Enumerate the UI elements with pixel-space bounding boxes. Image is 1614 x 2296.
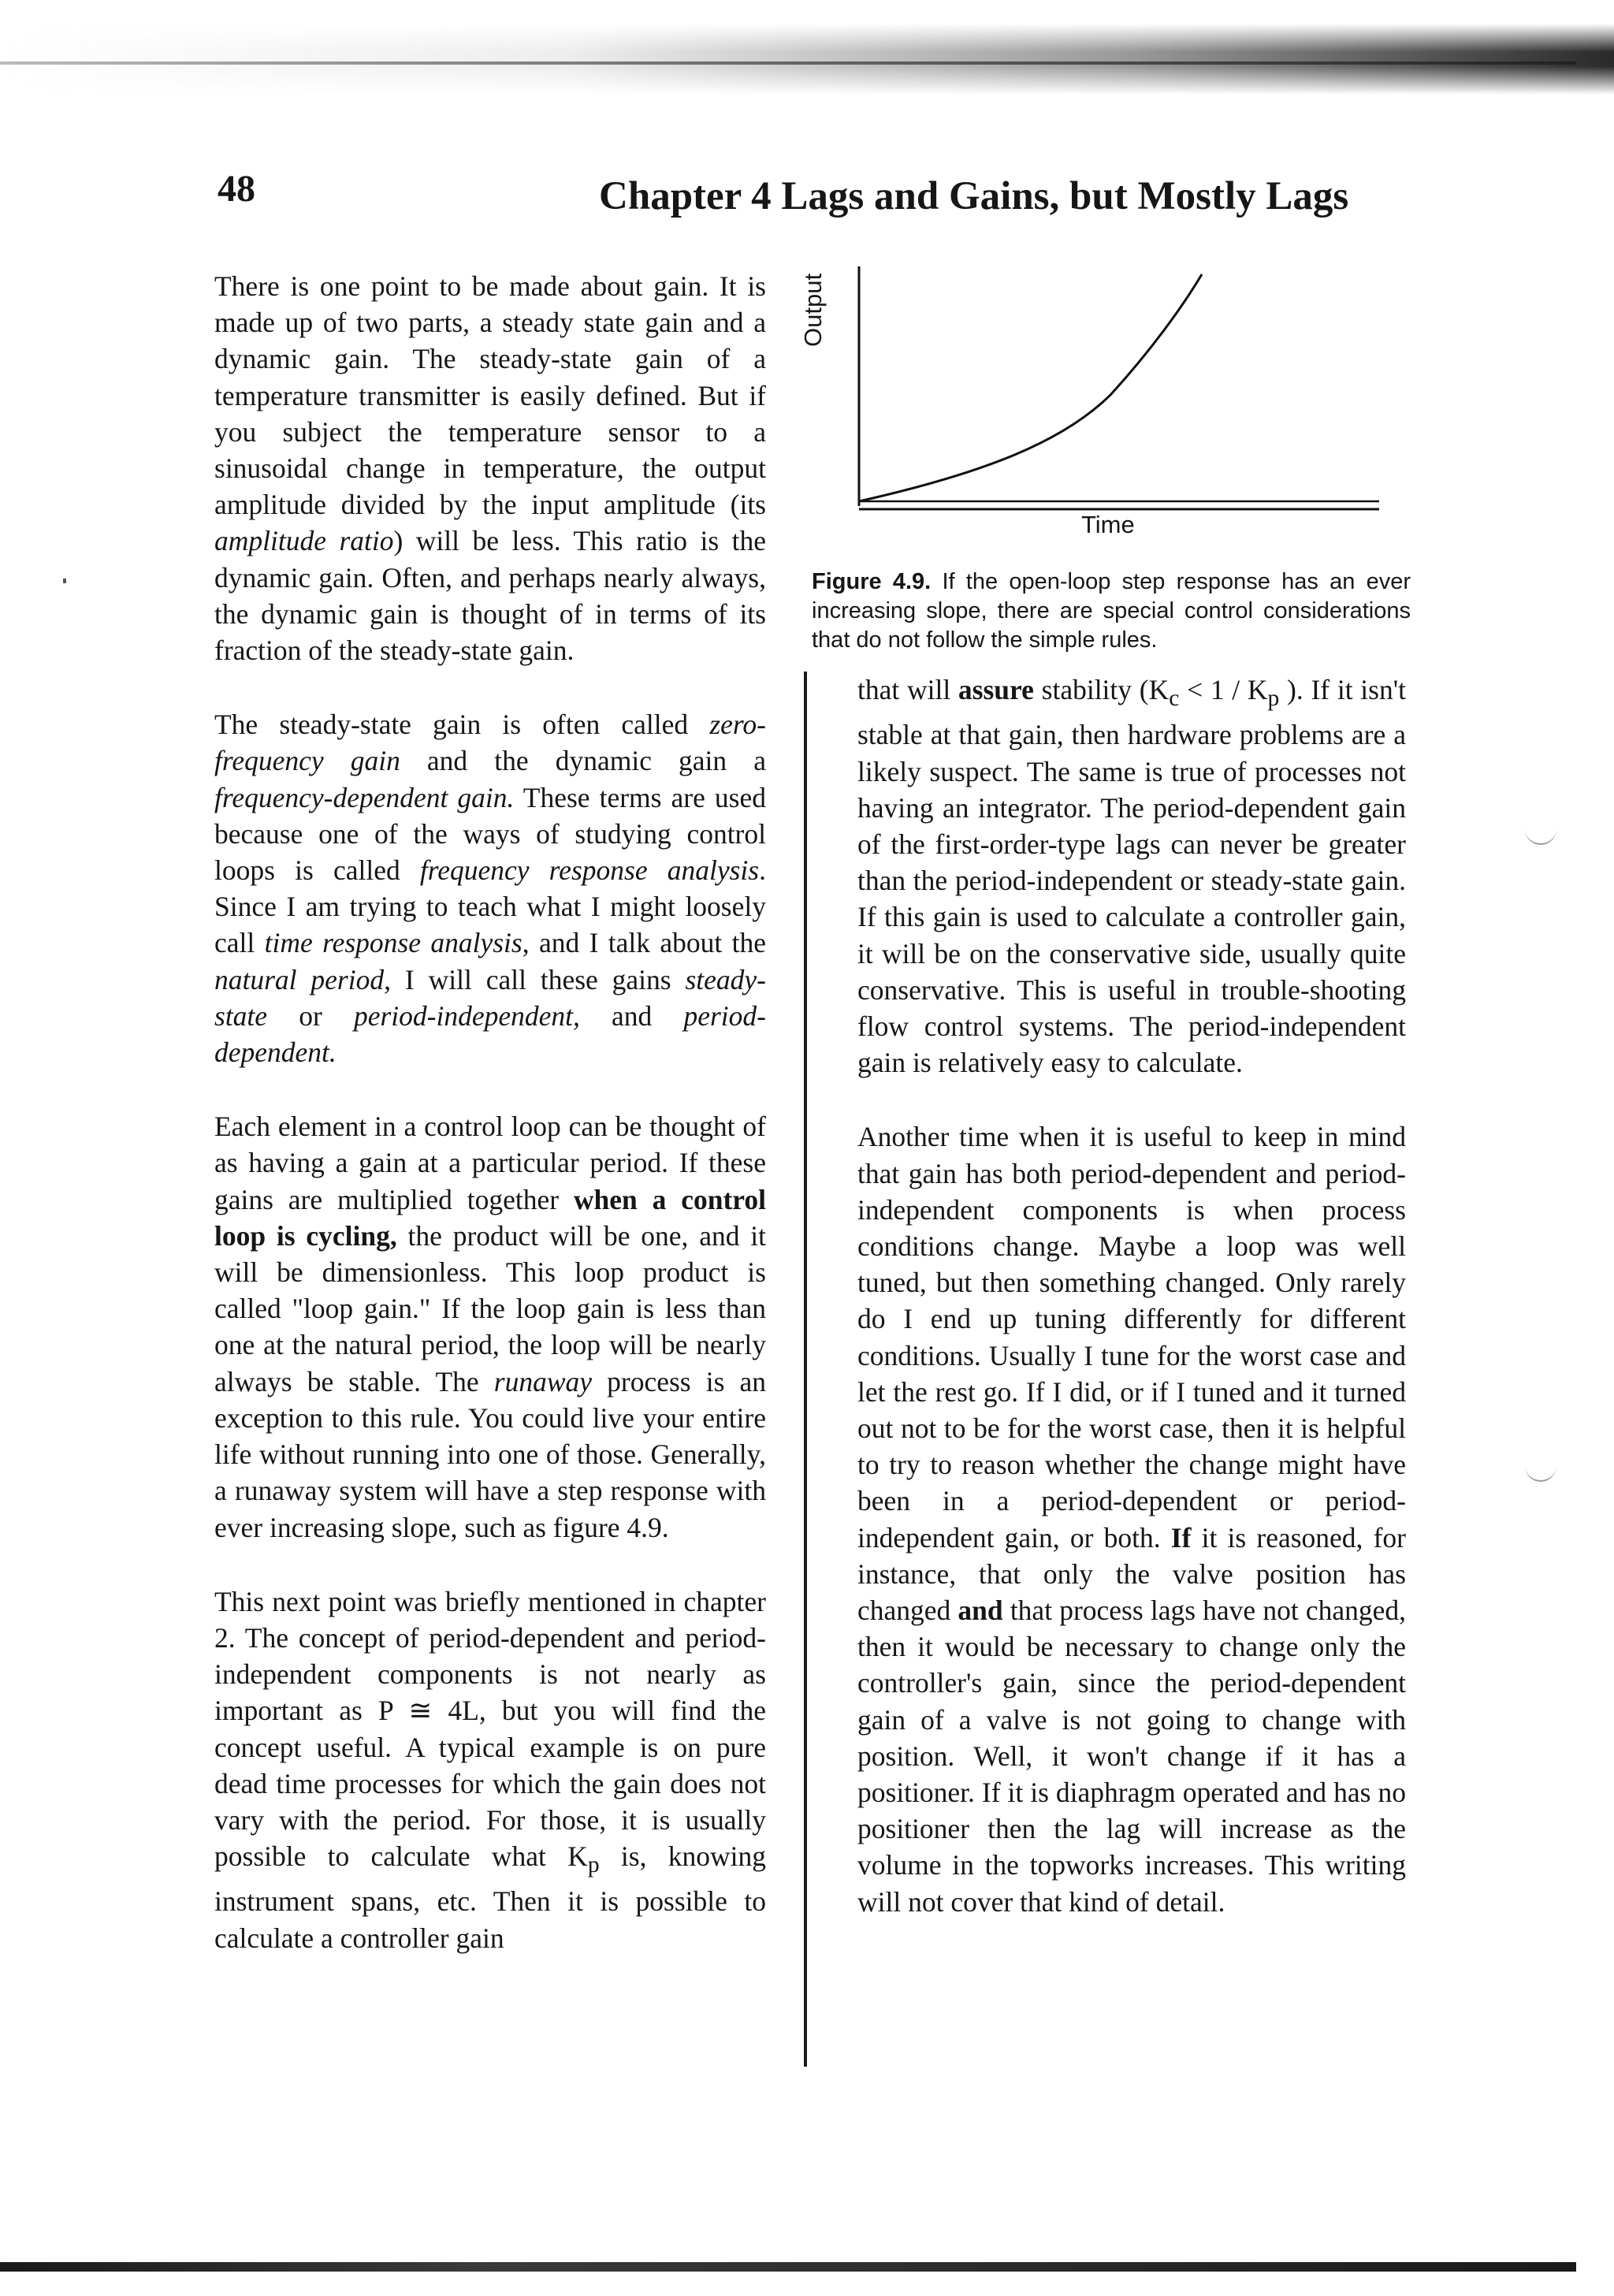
text-run: < 1 / K	[1179, 674, 1268, 705]
scan-speck	[63, 579, 66, 583]
paragraph	[214, 1583, 766, 1956]
text-run: that will	[857, 674, 958, 705]
text-run: There is one point to be made about gain. It is made up of two parts, a steady state gain and a dynamic gain. The steady-state gain of a temperature transmitter is easily defined. But if you subject the temperature sensor to a sinusoidal change in temperature, the output amplitude divided by the input amplitude (its	[214, 270, 766, 521]
text-run: is, knowing instrument spans, etc. Then it is possible to calculate a controller gain	[214, 1840, 766, 1954]
response-curve	[859, 274, 1202, 501]
paragraph	[857, 1118, 1406, 1919]
subscript: p	[1267, 686, 1280, 712]
text-run: and the dynamic gain a	[400, 745, 766, 777]
emphasis: time response analysis	[264, 927, 523, 959]
strong: when a control loop is cycling,	[214, 1183, 767, 1252]
text-run: , and I talk about the	[522, 927, 766, 959]
emphasis: frequency response analysis	[419, 854, 760, 887]
text-run: it is reasoned, for instance, that only the valve position has changed	[857, 1521, 1406, 1626]
text-run: that process lags have not changed, then it would be necessary to change only the controller's gain, since the period-dependent gain of a valve is not going to change with position. Well, it won't change if it has a positioner. If it is diaphragm operated and has no positioner then the lag will increase as the volume in the topworks increases. This writing will not cover that kind of detail.	[857, 1594, 1406, 1918]
text-run: or	[267, 999, 354, 1032]
emphasis: zero-frequency gain	[214, 709, 766, 777]
strong: If	[1170, 1521, 1192, 1554]
emphasis: frequency-dependent gain.	[214, 781, 515, 813]
text-run: and	[579, 999, 684, 1032]
chapter-title: Chapter 4 Lags and Gains, but Mostly Lags	[599, 174, 1349, 218]
figure-caption	[812, 567, 1411, 655]
text-run: the product will be one, and it will be dimensionless. This loop product is called "loop gain." If the loop gain is less than one at the natural period, the loop will be nearly always be stable. The	[214, 1219, 766, 1397]
left-column	[214, 268, 766, 1994]
strong: and	[958, 1594, 1003, 1626]
caption-text: If the open-loop step response has an ever increasing slope, there are special control considerations that do not follow the simple rules.	[812, 569, 1411, 653]
scan-edge-bottom	[0, 2262, 1576, 2272]
scan-edge-top	[0, 24, 1614, 95]
text-run: stability (K	[1033, 674, 1170, 705]
x-axis-label: Time	[1081, 511, 1135, 538]
paragraph	[857, 672, 1406, 1081]
scan-line-top	[0, 61, 1576, 65]
text-run: process is an exception to this rule. You could live your entire life without running into one of those. Generally, a runaway system will have a step response with ever increasing slope, such as figure 4.9.	[214, 1365, 766, 1543]
subscript: p	[587, 1852, 600, 1878]
emphasis: period-dependent.	[214, 999, 766, 1069]
text-run: ). If it isn't stable at that gain, then hardware problems are a likely suspect. The same is true of processes not having an integrator. The period-dependent gain of the first-order-type lags can never be greater than the period-independent or steady-state gain. If this gain is used to calculate a controller gain, it will be on the conservative side, usually quite conservative. This is useful in trouble-shooting flow control systems. The period-independent gain is relatively easy to calculate.	[857, 674, 1406, 1079]
paragraph	[214, 706, 766, 1070]
emphasis: natural period,	[214, 963, 391, 995]
text-run: Another time when it is useful to keep in mind that gain has both period-dependent and period-independent components is when process conditions change. Maybe a loop was well tuned, but then something changed. Only rarely do I end up tuning differently for different conditions. Usually I tune for the worst case and let the rest go. If I did, or if I tuned and it turned out not to be for the worst case, then it is helpful to try to reason whether the change might have been in a period-dependent or period-independent gain, or both.	[857, 1121, 1406, 1554]
page-number: 48	[218, 168, 255, 210]
column-rule	[804, 672, 807, 2067]
text-run: ) will be less. This ratio is the dynamic gain. Often, and perhaps nearly always, the dynamic gain is thought of in terms of its fraction of the steady-state gain.	[214, 525, 766, 667]
text-run: This next point was briefly mentioned in chapter 2. The concept of period-dependent and period-independent components is not nearly as important as P ≅ 4L, but you will find the concept useful. A typical example is on pure dead time processes for which the gain does not vary with the period. For those, it is usually possible to calculate what K	[214, 1585, 766, 1873]
paragraph	[214, 268, 766, 668]
right-column	[857, 672, 1406, 1958]
step-response-plot	[804, 260, 1426, 544]
margin-mark	[1525, 1464, 1556, 1482]
paragraph	[214, 1108, 766, 1545]
strong: assure	[958, 674, 1034, 705]
emphasis: amplitude ratio	[214, 525, 394, 557]
text-run: These terms are used because one of the ways of studying control loops is called	[214, 781, 766, 887]
emphasis: steady-state	[214, 963, 766, 1032]
text-run: I will call these gains	[391, 963, 686, 995]
subscript: c	[1169, 686, 1180, 712]
figure-4-9	[804, 260, 1426, 544]
y-axis-label: Output	[799, 273, 827, 347]
margin-mark	[1525, 828, 1556, 845]
text-run: . Since I am trying to teach what I might loosely call	[214, 854, 766, 959]
caption-label: Figure 4.9.	[812, 569, 932, 594]
text-run: Each element in a control loop can be thought of as having a gain at a particular period. If these gains are multiplied together	[214, 1111, 766, 1215]
emphasis: period-independent,	[353, 999, 580, 1032]
text-run: The steady-state gain is often called	[214, 709, 710, 741]
emphasis: runaway	[493, 1365, 593, 1397]
